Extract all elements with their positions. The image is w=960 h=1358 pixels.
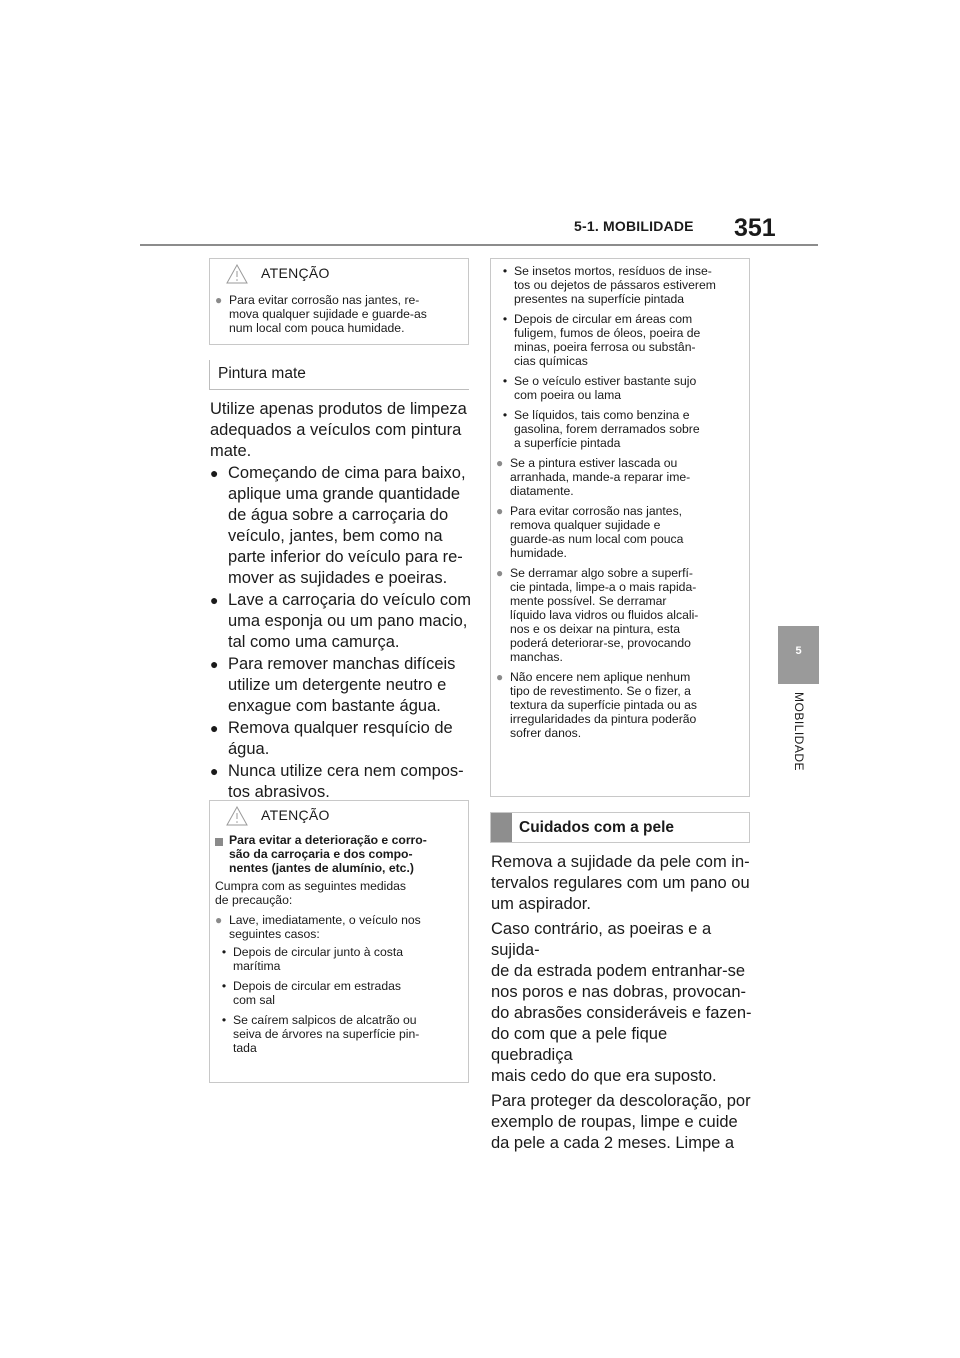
text-line: tervalos regulares com um pano ou — [491, 874, 750, 892]
text-line: gasolina, forem derramados sobre — [514, 422, 700, 436]
text-line: mova qualquer sujidade e guarde-as — [229, 307, 427, 321]
warning-triangle-icon — [226, 806, 248, 826]
text-line: Para evitar corrosão nas jantes, re- — [229, 293, 420, 307]
list-item — [496, 312, 743, 368]
text-line: com sal — [233, 993, 275, 1007]
text-line: adequados a veículos com pintura — [210, 421, 462, 439]
bullet-dot-icon: ● — [496, 504, 504, 518]
text-line: enxague com bastante água. — [228, 697, 441, 715]
bullet-dot-icon: ● — [210, 763, 219, 779]
text-line: Se líquidos, tais como benzina e — [514, 408, 690, 422]
text-line: Se insetos mortos, resíduos de inse- — [514, 264, 712, 278]
text-line: manchas. — [510, 650, 563, 664]
small-bullet-icon: • — [502, 408, 508, 422]
text-line: Nunca utilize cera nem compos- — [228, 762, 464, 780]
bullet-dot-icon: ● — [215, 293, 223, 307]
text-line: Depois de circular junto à costa — [233, 945, 404, 959]
bullet-dot-icon: ● — [210, 592, 219, 608]
bullet-dot-icon: ● — [496, 670, 504, 684]
text-line: tos abrasivos. — [228, 783, 330, 801]
list-item — [496, 408, 743, 450]
text-line: a superfície pintada — [514, 436, 621, 450]
text-line: Se a pintura estiver lascada ou — [510, 456, 678, 470]
text-line: Começando de cima para baixo, — [228, 464, 466, 482]
text-line: de da estrada podem entranhar-se — [491, 962, 746, 980]
dot-item — [215, 913, 462, 941]
dot-item — [496, 456, 743, 498]
small-bullet-icon: • — [221, 979, 227, 993]
text-line: textura da superfície pintada ou as — [510, 698, 697, 712]
square-bullet-icon — [215, 838, 223, 846]
text-line: do com que a pele fique quebradiça — [491, 1025, 668, 1064]
text-line: minas, poeira ferrosa ou substân- — [514, 340, 696, 354]
text-line: Depois de circular em estradas — [233, 979, 401, 993]
text-line: Lave a carroçaria do veículo com — [228, 591, 472, 609]
text-line: arranhada, mande-a reparar ime- — [510, 470, 691, 484]
text-line: tipo de revestimento. Se o fizer, a — [510, 684, 691, 698]
warning-subheading — [215, 833, 462, 875]
text-line: são da carroçaria e dos compo- — [229, 847, 413, 861]
text-line: de precaução: — [215, 893, 293, 907]
text-line: parte inferior do veículo para re- — [228, 548, 463, 566]
small-bullet-icon: • — [502, 264, 508, 278]
text-line: Se caírem salpicos de alcatrão ou — [233, 1013, 417, 1027]
bullet-item — [210, 463, 472, 589]
section-header: 5-1. MOBILIDADE — [574, 218, 694, 234]
bullet-dot-icon: ● — [496, 456, 504, 470]
text-line: Caso contrário, as poeiras e a sujida- — [491, 920, 712, 959]
text-line: Lave, imediatamente, o veículo nos — [229, 913, 421, 927]
section-heading-pintura-mate — [209, 360, 469, 390]
warning-box-2 — [209, 800, 469, 1083]
chapter-number: 5 — [795, 645, 802, 657]
text-line: mate. — [210, 442, 252, 460]
section-heading-cuidados-pele — [490, 812, 750, 843]
text-line: líquido lava vidros ou fluidos alcali- — [510, 608, 699, 622]
bullet-item — [210, 590, 472, 653]
text-line: remova qualquer sujidade e — [510, 518, 661, 532]
text-line: cias químicas — [514, 354, 588, 368]
heading-bar — [491, 813, 512, 842]
text-line: do abrasões consideráveis e fazen- — [491, 1004, 752, 1022]
text-line: Se o veículo estiver bastante sujo — [514, 374, 697, 388]
text-line: nos poros e nas dobras, provocan- — [491, 983, 746, 1001]
text-line: guarde-as num local com pouca — [510, 532, 684, 546]
text-line: sofrer danos. — [510, 726, 582, 740]
text-line: Cumpra com as seguintes medidas — [215, 879, 407, 893]
dot-item — [496, 504, 743, 560]
text-line: utilize um detergente neutro e — [228, 676, 447, 694]
warning-box-1 — [209, 258, 469, 345]
dot-item — [496, 566, 743, 664]
dot-item — [496, 670, 743, 740]
bullet-dot-icon: ● — [210, 656, 219, 672]
warning-body — [210, 831, 468, 1055]
text-line: nos e os deixar na pintura, esta — [510, 622, 681, 636]
warning-header — [210, 801, 468, 831]
section-heading-text: Cuidados com a pele — [519, 819, 675, 836]
text-line: Remova qualquer resquício de — [228, 719, 453, 737]
text-line: tos ou dejetos de pássaros estiverem — [514, 278, 716, 292]
text-line: mover as sujidades e poeiras. — [228, 569, 448, 587]
bullet-dot-icon: ● — [210, 720, 219, 736]
text-line: Remova a sujidade da pele com in- — [491, 853, 750, 871]
text-line: Não encere nem aplique nenhum — [510, 670, 691, 684]
list-item — [215, 1013, 462, 1055]
text-line: num local com pouca humidade. — [229, 321, 405, 335]
warning-paragraph — [215, 879, 462, 907]
list-item — [496, 374, 743, 402]
text-line: poderá deteriorar-se, provocando — [510, 636, 691, 650]
right-body — [491, 852, 753, 1154]
text-line: cie pintada, limpe-a o mais rapida- — [510, 580, 697, 594]
text-line: tada — [233, 1041, 257, 1055]
text-line: mais cedo do que era suposto. — [491, 1067, 717, 1085]
chapter-label: MOBILIDADE — [792, 692, 806, 772]
text-line: da pele a cada 2 meses. Limpe a — [491, 1134, 735, 1152]
header-rule — [140, 244, 818, 246]
warning-title: ATENÇÃO — [261, 807, 330, 823]
text-line: marítima — [233, 959, 281, 973]
text-line: seiva de árvores na superfície pin- — [233, 1027, 420, 1041]
small-bullet-icon: • — [502, 312, 508, 326]
bullet-dot-icon: ● — [210, 465, 219, 481]
paragraph — [491, 1091, 753, 1154]
paragraph — [491, 919, 753, 1087]
text-line: exemplo de roupas, limpe e cuide — [491, 1113, 738, 1131]
warning-title: ATENÇÃO — [261, 265, 330, 281]
text-line: fuligem, fumos de óleos, poeira de — [514, 326, 701, 340]
page-number: 351 — [734, 214, 776, 242]
warning-continuation-box — [490, 258, 750, 797]
text-line: veículo, jantes, bem como na — [228, 527, 443, 545]
text-line: tal como uma camurça. — [228, 633, 400, 651]
text-line: nentes (jantes de alumínio, etc.) — [229, 861, 414, 875]
warning-header — [210, 259, 468, 289]
text-line: Para evitar corrosão nas jantes, — [510, 504, 683, 518]
text-line: Para remover manchas difíceis — [228, 655, 456, 673]
text-line: mente possível. Se derramar — [510, 594, 667, 608]
warning-body — [210, 289, 468, 335]
warning-triangle-icon — [226, 264, 248, 284]
bullet-dot-icon: ● — [215, 913, 223, 927]
section-heading-text: Pintura mate — [218, 365, 306, 382]
text-line: Para proteger da descoloração, por — [491, 1092, 751, 1110]
intro-paragraph — [210, 399, 472, 462]
text-line: com poeira ou lama — [514, 388, 622, 402]
paragraph — [491, 852, 753, 915]
small-bullet-icon: • — [221, 945, 227, 959]
text-line: irregularidades da pintura poderão — [510, 712, 697, 726]
small-bullet-icon: • — [221, 1013, 227, 1027]
left-body — [210, 399, 472, 803]
text-line: de água sobre a carroçaria do — [228, 506, 449, 524]
text-line: seguintes casos: — [229, 927, 320, 941]
text-line: um aspirador. — [491, 895, 591, 913]
text-line: diatamente. — [510, 484, 574, 498]
list-item — [215, 945, 462, 973]
bullet-item — [210, 654, 472, 717]
list-item — [215, 979, 462, 1007]
text-line: aplique uma grande quantidade — [228, 485, 461, 503]
text-line: humidade. — [510, 546, 567, 560]
bullet-dot-icon: ● — [496, 566, 504, 580]
bullet-item — [210, 718, 472, 760]
list-item — [496, 264, 743, 306]
text-line: presentes na superfície pintada — [514, 292, 685, 306]
text-line: Utilize apenas produtos de limpeza — [210, 400, 467, 418]
text-line: Depois de circular em áreas com — [514, 312, 693, 326]
small-bullet-icon: • — [502, 374, 508, 388]
text-line: uma esponja ou um pano macio, — [228, 612, 468, 630]
bullet-item — [210, 761, 472, 803]
text-line: Se derramar algo sobre a superfí- — [510, 566, 693, 580]
text-line: Para evitar a deterioração e corro- — [229, 833, 427, 847]
text-line: água. — [228, 740, 270, 758]
